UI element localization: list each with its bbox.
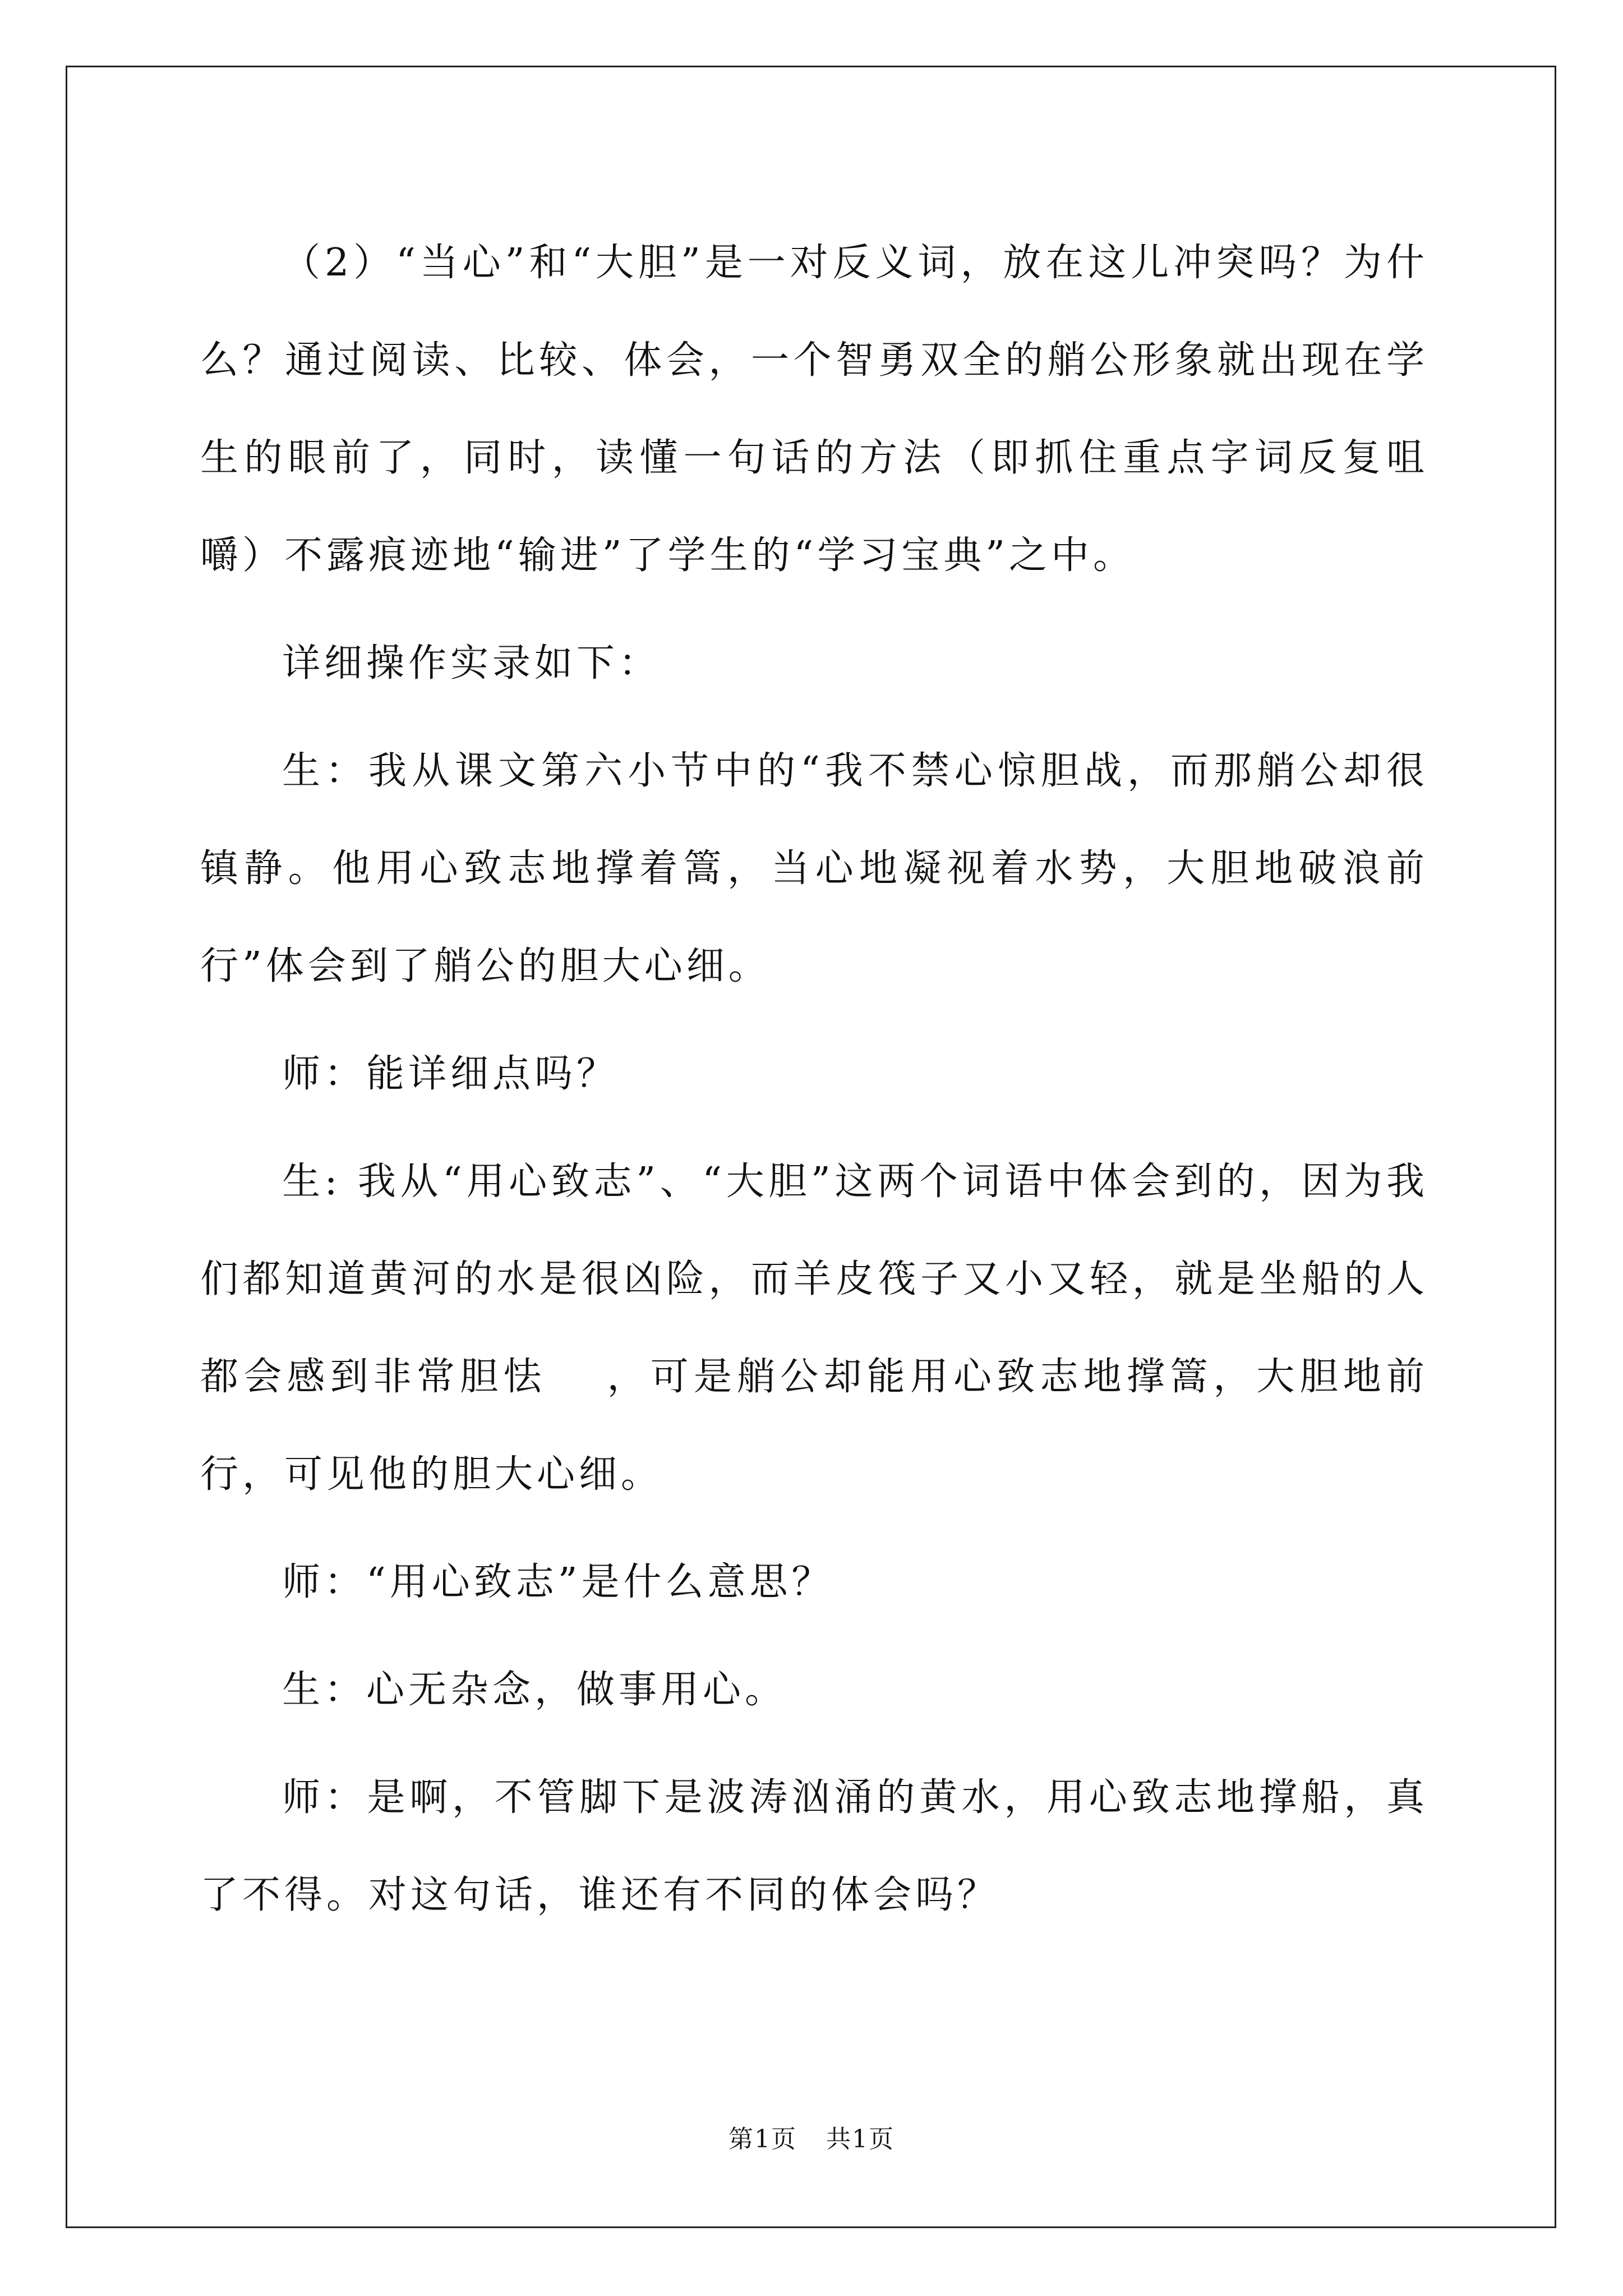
page-footer	[0, 2123, 1623, 2156]
paragraph-teacher-3: 师：是啊，不管脚下是波涛汹涌的黄水，用心致志地撑船，真了不得。对这句话，谁还有不同的体会吗？	[200, 1775, 1428, 1917]
document-body	[200, 214, 1428, 1954]
paragraph-student-3: 生：心无杂念，做事用心。	[282, 1668, 787, 1712]
paragraph-student-2: 生: 我从“用心致志”、“大胆”这两个词语中体会到的，因为我们都知道黄河的水是很凶险，而羊皮筏子又小又轻，就是坐船的人都会感到非常胆怯 ，可是艄公却能用心致志地撑篙，大胆地前行，可见他的胆大心细。	[200, 1159, 1428, 1497]
paragraph-intro: 详细操作实录如下：	[282, 641, 661, 685]
paragraph-student-1: 生：我从课文第六小节中的“我不禁心惊胆战，而那艄公却很镇静。他用心致志地撑着篙，当心地凝视着水势，大胆地破浪前行”体会到了艄公的胆大心细。	[200, 749, 1428, 988]
page-number: 第1页	[728, 2125, 797, 2154]
paragraph-teacher-2: 师：“用心致志”是什么意思？	[282, 1560, 834, 1604]
paragraph-analysis: （2）“当心”和“大胆”是一对反义词，放在这儿冲突吗？为什么？通过阅读、比较、体会，一个智勇双全的艄公形象就出现在学生的眼前了，同时，读懂一句话的方法（即抓住重点字词反复咀嚼）不露痕迹地“输进”了学生的“学习宝典”之中。	[200, 241, 1428, 578]
page-total: 共1页	[826, 2125, 895, 2154]
paragraph-teacher-1: 师：能详细点吗？	[282, 1052, 619, 1096]
